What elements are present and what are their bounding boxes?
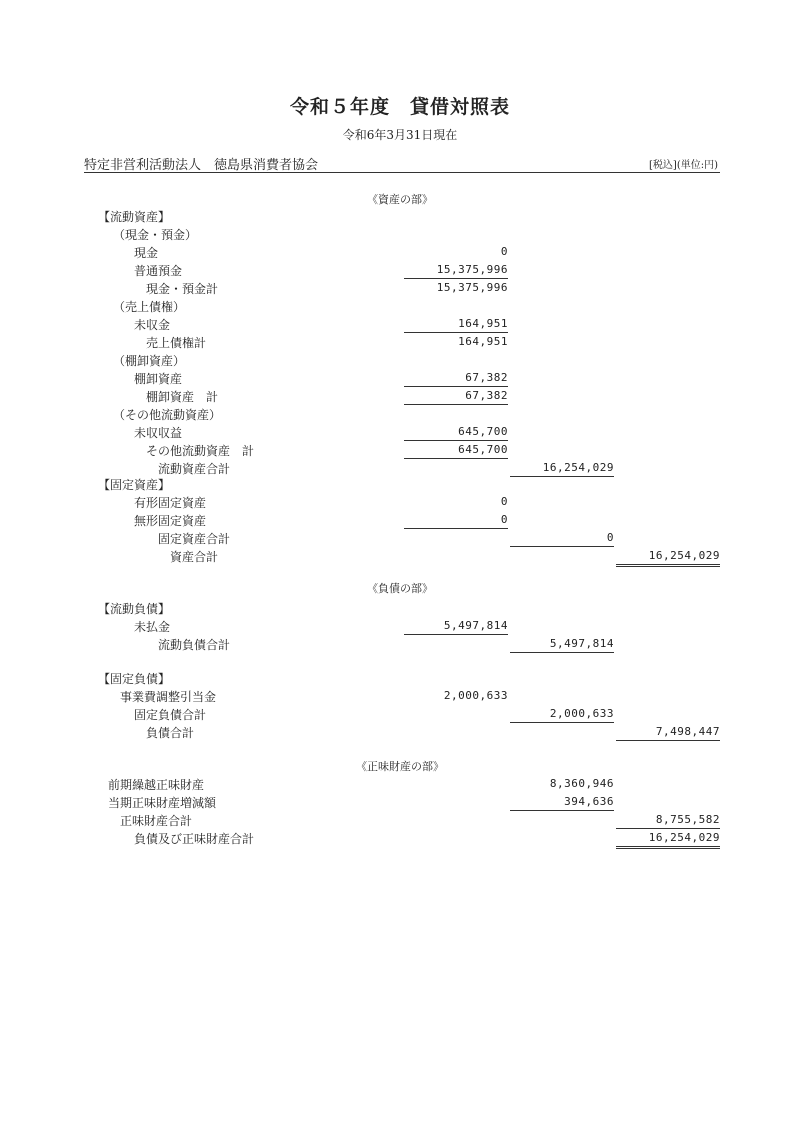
amount-col3: 8,755,582 [616, 812, 720, 829]
row-other-current-total [0, 442, 800, 460]
amount-col1: 645,700 [404, 424, 508, 441]
amount-col1: 5,497,814 [404, 618, 508, 635]
row-net-assets-total [0, 812, 800, 830]
amount-col1: 645,700 [404, 442, 508, 459]
row-other-current-group [0, 406, 800, 424]
row-fixed-liabilities-total [0, 706, 800, 724]
report-date: 令和6年3月31日現在 [342, 128, 458, 142]
amount-col1: 0 [500, 245, 508, 258]
amount-col1: 164,951 [404, 316, 508, 333]
row-label: 正味財産合計 [120, 814, 193, 828]
row-label: 未払金 [134, 620, 171, 634]
amount-col1: 0 [500, 495, 508, 508]
row-inventory-total [0, 388, 800, 406]
row-label: 前期繰越正味財産 [108, 778, 205, 792]
row-accrued-revenue [0, 424, 800, 442]
row-label: 流動負債合計 [158, 638, 231, 652]
organization-name: 特定非営利活動法人 徳島県消費者協会 [84, 158, 319, 173]
row-cash-deposits-total [0, 280, 800, 298]
row-liabilities-and-net-assets-total [0, 830, 800, 848]
row-label: 当期正味財産増減額 [108, 796, 217, 810]
row-label: 無形固定資産 [134, 514, 207, 528]
row-label: 【固定資産】 [98, 478, 171, 492]
row-label: 棚卸資産 計 [146, 390, 219, 404]
section-net-assets-heading: 《正味財産の部》 [356, 760, 444, 773]
row-fixed-liabilities-header [0, 670, 800, 688]
amount-col3: 16,254,029 [616, 830, 720, 849]
row-accounts-payable [0, 618, 800, 636]
row-total-liabilities [0, 724, 800, 742]
row-label: 固定負債合計 [134, 708, 207, 722]
unit-note: [税込](単位:円) [649, 160, 718, 171]
row-ordinary-deposit [0, 262, 800, 280]
row-label: 普通預金 [134, 264, 183, 278]
amount-col3: 7,498,447 [616, 724, 720, 741]
row-business-expense-reserve [0, 688, 800, 706]
section-assets-heading: 《資産の部》 [367, 193, 433, 206]
row-current-assets-header [0, 208, 800, 226]
row-label: （その他流動資産） [113, 408, 222, 422]
row-label: 未収金 [134, 318, 171, 332]
row-label: 【流動負債】 [98, 602, 171, 616]
row-label: 資産合計 [170, 550, 219, 564]
amount-col3: 16,254,029 [616, 548, 720, 567]
row-intangible-fixed-assets [0, 512, 800, 530]
header-rule [84, 172, 720, 173]
row-label: 【流動資産】 [98, 210, 171, 224]
row-fixed-assets-header [0, 476, 800, 494]
row-label: 流動資産合計 [158, 462, 231, 476]
row-net-assets-change [0, 794, 800, 812]
row-label: 現金・預金計 [146, 282, 219, 296]
row-label: 負債合計 [146, 726, 195, 740]
row-label: 売上債権計 [146, 336, 207, 350]
row-label: 【固定負債】 [98, 672, 171, 686]
row-total-assets [0, 548, 800, 566]
amount-col1: 2,000,633 [443, 689, 508, 702]
amount-col1: 0 [404, 512, 508, 529]
row-current-liabilities-total [0, 636, 800, 654]
row-tangible-fixed-assets [0, 494, 800, 512]
row-inventory [0, 370, 800, 388]
amount-col2: 8,360,946 [549, 777, 614, 790]
row-label: 事業費調整引当金 [120, 690, 217, 704]
row-label: 負債及び正味財産合計 [134, 832, 255, 846]
row-receivables-total [0, 334, 800, 352]
row-receivables-group [0, 298, 800, 316]
amount-col1: 67,382 [404, 388, 508, 405]
amount-col2: 5,497,814 [510, 636, 614, 653]
section-liabilities-heading: 《負債の部》 [367, 582, 433, 595]
amount-col2: 394,636 [510, 794, 614, 811]
row-cash [0, 244, 800, 262]
amount-col2: 2,000,633 [510, 706, 614, 723]
document-title: 令和５年度 貸借対照表 [289, 96, 510, 118]
row-label: 固定資産合計 [158, 532, 231, 546]
row-label: 現金 [134, 246, 159, 260]
row-label: 棚卸資産 [134, 372, 183, 386]
row-label: （棚卸資産） [113, 354, 186, 368]
row-fixed-assets-total [0, 530, 800, 548]
row-label: （現金・預金） [113, 228, 198, 242]
row-inventory-group [0, 352, 800, 370]
row-label: （売上債権） [113, 300, 186, 314]
row-current-liabilities-header [0, 600, 800, 618]
amount-col2: 16,254,029 [510, 460, 614, 477]
amount-col1: 15,375,996 [436, 281, 508, 294]
row-cash-deposits-group [0, 226, 800, 244]
row-label: その他流動資産 計 [146, 444, 255, 458]
amount-col1: 164,951 [458, 335, 508, 348]
amount-col1: 67,382 [404, 370, 508, 387]
amount-col2: 0 [510, 530, 614, 547]
row-net-assets-brought-forward [0, 776, 800, 794]
amount-col1: 15,375,996 [404, 262, 508, 279]
row-label: 未収収益 [134, 426, 183, 440]
row-label: 有形固定資産 [134, 496, 207, 510]
row-accounts-receivable [0, 316, 800, 334]
